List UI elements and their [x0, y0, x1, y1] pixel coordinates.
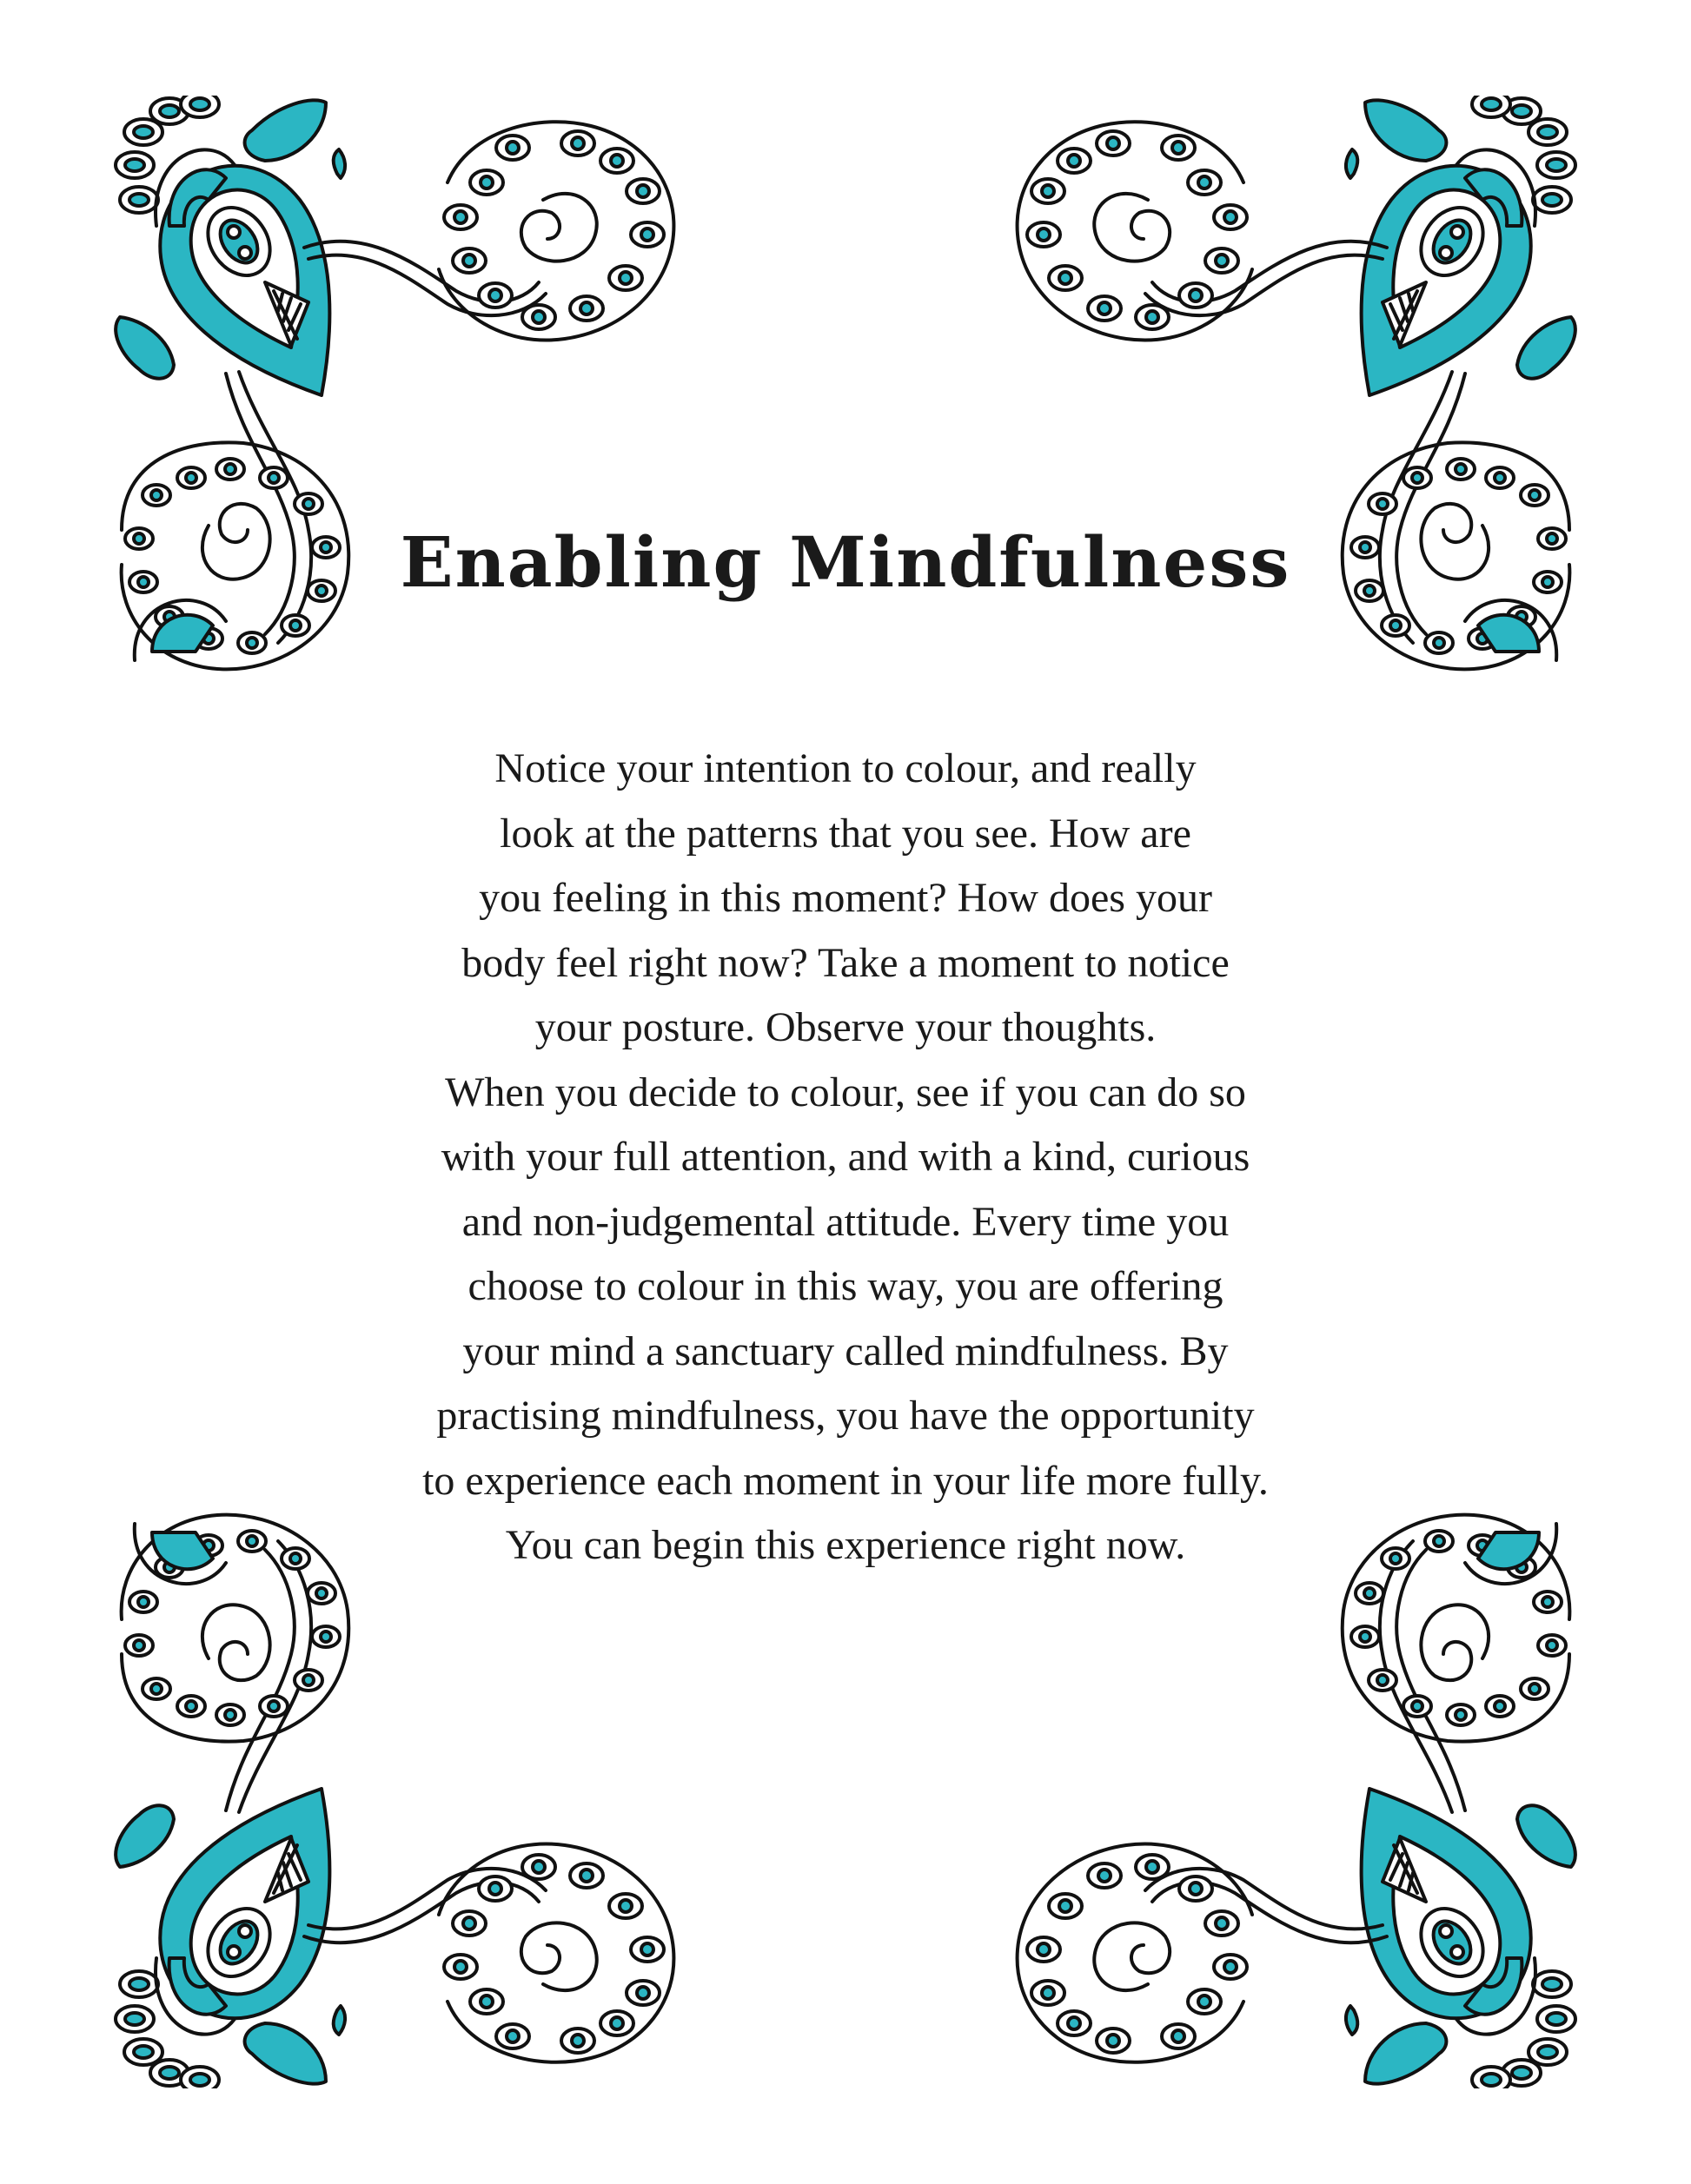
vine [308, 1869, 546, 1929]
swirl [1094, 194, 1170, 261]
teardrop-drop [1365, 100, 1446, 161]
scallop-bead-dot [269, 1701, 279, 1711]
scallop-bead-dot [1456, 464, 1466, 474]
small-drop [334, 2006, 345, 2035]
scallop-bead-dot [620, 272, 632, 284]
scallop-bead-dot [641, 228, 653, 241]
scallop-petal-dot [1482, 98, 1501, 110]
scallop-petal-dot [1547, 2013, 1566, 2025]
scallop-bead-dot [1434, 638, 1444, 648]
scallop-bead-dot [1377, 1675, 1388, 1685]
scallop-bead-dot [572, 2035, 584, 2047]
scallop-bead-dot [1364, 1588, 1375, 1598]
paisley-dot [239, 1925, 251, 1937]
scallop-bead-dot [151, 490, 162, 500]
scallop-bead-dot [489, 289, 501, 301]
scallop-petal-dot [134, 2046, 153, 2058]
scallop-petal-dot [1482, 2074, 1501, 2086]
scallop-bead-dot [1172, 2030, 1184, 2042]
swirl [521, 194, 597, 261]
scallop-petal-dot [1512, 2067, 1531, 2079]
paisley-dot [1451, 1946, 1463, 1958]
scallop-bead-dot [1098, 1870, 1111, 1882]
scallop-bead-dot [1216, 1917, 1228, 1929]
scallop-bead-dot [1456, 1710, 1466, 1720]
scallop-bead-dot [641, 1943, 653, 1956]
paragraph-line: your posture. Observe your thoughts. [534, 1004, 1157, 1050]
scallop-petal-dot [1538, 126, 1557, 138]
scallop-bead-dot [454, 211, 467, 223]
page-title: Enabling Mindfulness [400, 521, 1291, 603]
paragraph-line: you feeling in this moment? How does your [479, 875, 1212, 921]
scallop-bead-dot [454, 1961, 467, 1973]
teardrop-drop [1365, 2023, 1446, 2084]
scallop-bead-dot [290, 620, 301, 631]
scallop-bead-dot [247, 1536, 257, 1546]
scallop-bead-dot [580, 1870, 593, 1882]
paisley-dot [1451, 226, 1463, 238]
swirl [1094, 1923, 1170, 1990]
scallop-bead-dot [1042, 185, 1054, 197]
swirl [202, 1605, 270, 1680]
paragraph-line: to experience each moment in your life more fully. [422, 1457, 1269, 1504]
scallop-bead-dot [1547, 1640, 1557, 1651]
scallop-petal-dot [129, 194, 149, 206]
scallop-petal-dot [1538, 2046, 1557, 2058]
scallop-bead-dot [481, 1995, 493, 2008]
scallop-bead-dot [225, 464, 235, 474]
scallop-bead-dot [481, 176, 493, 189]
vine [308, 255, 546, 316]
scallop-bead-dot [1068, 2017, 1080, 2029]
scallop-bead-dot [463, 1917, 475, 1929]
swirl [521, 1923, 597, 1990]
scallop-bead-dot [303, 499, 314, 509]
scallop-bead-dot [533, 1861, 545, 1873]
scallop-bead-dot [1098, 302, 1111, 314]
scallop-petal-dot [1547, 159, 1566, 171]
scallop-bead-dot [1224, 1961, 1237, 1973]
paisley-ornament-top-left [104, 96, 747, 738]
scallop-bead-dot [186, 1701, 196, 1711]
scallop-bead-dot [507, 2030, 519, 2042]
scallop-bead-dot [1038, 1943, 1050, 1956]
scallop-bead-dot [1107, 137, 1119, 149]
teardrop-drop [245, 2023, 326, 2084]
scallop-bead-dot [533, 311, 545, 323]
scallop-bead-dot [1146, 311, 1158, 323]
paisley-dot [1440, 1925, 1452, 1937]
scallop-bead-dot [637, 185, 649, 197]
scallop-petal-dot [129, 1978, 149, 1990]
scallop-bead-dot [1146, 1861, 1158, 1873]
paragraph-line: You can begin this experience right now. [505, 1522, 1186, 1568]
small-drop [1346, 2006, 1357, 2035]
scallop-petal-dot [190, 2074, 209, 2086]
scallop-bead-dot [1190, 289, 1202, 301]
scallop-bead-dot [463, 255, 475, 267]
scallop-bead-dot [580, 302, 593, 314]
small-drop [334, 149, 345, 178]
scallop-bead-dot [225, 1710, 235, 1720]
scallop-bead-dot [303, 1675, 314, 1685]
scallop-bead-dot [1542, 1597, 1553, 1607]
paragraph-line: your mind a sanctuary called mindfulness. By [462, 1327, 1229, 1374]
scallop-bead-dot [611, 2017, 623, 2029]
scallop-petal-dot [125, 2013, 144, 2025]
scallop-bead-dot [572, 137, 584, 149]
scallop-bead-dot [611, 155, 623, 167]
scallop-bead-dot [1059, 272, 1071, 284]
scallop-bead-dot [186, 473, 196, 483]
small-drop [1346, 149, 1357, 178]
paisley-dot [239, 247, 251, 259]
paragraph-line: body feel right now? Take a moment to notice [461, 939, 1230, 986]
scallop-bead-dot [1495, 1701, 1505, 1711]
teardrop-drop [116, 317, 174, 379]
paisley-dot [228, 226, 240, 238]
paragraph-line: Notice your intention to colour, and really [494, 745, 1197, 791]
paisley-dot [228, 1946, 240, 1958]
paragraph-line: with your full attention, and with a kind, curious [441, 1134, 1250, 1180]
scallop-bead-dot [1495, 473, 1505, 483]
vine [1145, 1869, 1383, 1929]
scallop-petal-dot [1542, 194, 1562, 206]
scallop-bead-dot [1042, 1987, 1054, 1999]
scallop-bead-dot [1390, 1553, 1401, 1564]
scallop-petal-dot [125, 159, 144, 171]
teardrop-drop [116, 1805, 174, 1867]
scallop-bead-dot [290, 1553, 301, 1564]
scallop-petal-dot [134, 126, 153, 138]
scallop-bead-dot [1190, 1883, 1202, 1895]
scallop-bead-dot [1529, 1684, 1540, 1694]
scallop-petal-dot [190, 98, 209, 110]
paisley-ornament-svg [104, 96, 747, 738]
paisley-dot [1440, 247, 1452, 259]
scallop-bead-dot [620, 1900, 632, 1912]
paragraph-line: practising mindfulness, you have the opportunity [436, 1393, 1255, 1439]
scallop-bead-dot [1412, 1701, 1422, 1711]
teardrop-drop [245, 100, 326, 161]
scallop-bead-dot [1377, 499, 1388, 509]
scallop-bead-dot [507, 142, 519, 154]
scallop-bead-dot [1360, 1631, 1370, 1642]
body-paragraph [313, 737, 1378, 1578]
paragraph-line: and non-judgemental attitude. Every time you [461, 1198, 1230, 1245]
paragraph-line: look at the patterns that you see. How are [500, 810, 1191, 857]
scallop-petal-dot [160, 105, 179, 117]
swirl [1421, 1605, 1489, 1680]
vine [1145, 255, 1383, 316]
scallop-bead-dot [1434, 1536, 1444, 1546]
scallop-bead-dot [316, 1588, 327, 1598]
paisley-ornament-top-right [944, 96, 1587, 738]
scallop-bead-dot [269, 473, 279, 483]
scallop-bead-dot [1172, 142, 1184, 154]
scallop-bead-dot [1390, 620, 1401, 631]
paisley-ornament-svg [944, 96, 1587, 738]
scallop-bead-dot [1198, 1995, 1210, 2008]
scallop-bead-dot [247, 638, 257, 648]
scallop-bead-dot [321, 1631, 331, 1642]
scallop-bead-dot [1059, 1900, 1071, 1912]
paragraph-line: When you decide to colour, see if you can do so [445, 1069, 1246, 1115]
scallop-bead-dot [1107, 2035, 1119, 2047]
scallop-bead-dot [489, 1883, 501, 1895]
scallop-bead-dot [1216, 255, 1228, 267]
teardrop-drop [1517, 1805, 1575, 1867]
scallop-bead-dot [134, 1640, 144, 1651]
paragraph-line: choose to colour in this way, you are offering [468, 1263, 1223, 1309]
scallop-bead-dot [637, 1987, 649, 1999]
scallop-bead-dot [1038, 228, 1050, 241]
scallop-bead-dot [1224, 211, 1237, 223]
scallop-bead-dot [1198, 176, 1210, 189]
teardrop-drop [1517, 317, 1575, 379]
scallop-bead-dot [1412, 473, 1422, 483]
scallop-bead-dot [138, 1597, 149, 1607]
scallop-petal-dot [1512, 105, 1531, 117]
scallop-bead-dot [1068, 155, 1080, 167]
scallop-bead-dot [1529, 490, 1540, 500]
scallop-petal-dot [160, 2067, 179, 2079]
scallop-bead-dot [151, 1684, 162, 1694]
scallop-petal-dot [1542, 1978, 1562, 1990]
